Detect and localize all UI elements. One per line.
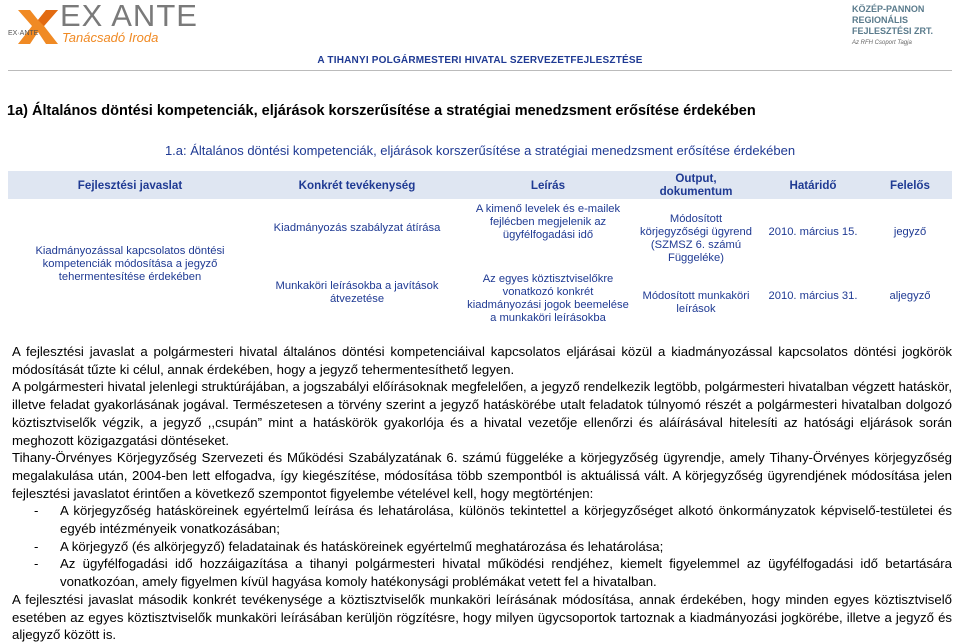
development-table [8,171,952,329]
header-rule [8,70,952,71]
header-description: Leírás [462,171,634,199]
header-proposal: Fejlesztési javaslat [8,171,252,199]
page-header [0,0,960,72]
logo-right-sub: Az RFH Csoport Tagja [852,40,912,46]
header-activity: Konkrét tevékenység [252,171,462,199]
logo-right-line-3: FEJLESZTÉSI ZRT. [852,26,934,36]
responsible-2: aljegyző [889,289,931,302]
paragraph-4: A fejlesztési javaslat második konkrét tevékenysége a köztisztviselők munkaköri leírásának módosítása, annak érdekében, hogy minden egyes köztisztviselő esetében az egyes köztisztviselők munkaköri leírásában kerüljön rögzítésre, hogy milyen ügycsoportok tartoznak a kiadmányozási jogkörébe, illetve a jegyző és aljegyző között is. [12,591,952,643]
table-row [8,199,952,329]
responsible-1: jegyző [893,225,927,238]
description-1: A kimenő levelek és e-mailek fejlécben megjelenik az ügyfélfogadási idő [475,203,621,241]
list-item [12,502,952,537]
list-item [12,538,952,556]
list-item-text: Az ügyfélfogadási idő hozzáigazítása a tihanyi polgármesteri hivatal működési rendjéhez, kiemelt figyelemmel az ügyfélfogadási idő betartására vonatkozóan, amely figyelmen kívül hagyása komoly hatékonysági problémákat vetett fel a hivatalban. [60,556,952,590]
header-deadline: Határidő [758,171,868,199]
list-item-text: A körjegyző (és alkörjegyző) feladatainak és hatásköreinek egyértelmű meghatározása és lehatárolása; [60,538,664,554]
main-heading: 1a) Általános döntési kompetenciák, eljárások korszerűsítése a stratégiai menedzsment erősítése érdekében [7,103,756,119]
table-header-row [8,171,952,199]
body-text [12,343,952,644]
paragraph-3: Tihany-Örvényes Körjegyzőség Szervezeti és Működési Szabályzatának 6. számú függeléke a körjegyzőség ügyrendje, amely Tihany-Örvényes körjegyzőség megalakulása után, 2004-ben lett elfogadva, így kiegészítése, módosítása több szempontból is aktuálissá vált. A körjegyzőség ügyrendjének módosítása jelen fejlesztési javaslatot érintően a következő szempontot figyelembe vételével kell, hogy megtörténjen: [12,450,952,501]
section-title: 1.a: Általános döntési kompetenciák, eljárások korszerűsítése a stratégiai menedzsment erősítése érdekében [164,143,796,158]
logo-left-mark: EX·ANTE [8,30,39,37]
activity-cell [252,199,462,329]
office-title: A TIHANYI POLGÁRMESTERI HIVATAL SZERVEZETFEJLESZTÉSE [317,55,643,66]
paragraph-1: A fejlesztési javaslat a polgármesteri hivatal általános döntési kompetenciáival kapcsolatos eljárásai közül a kiadmányozással kapcsolatos döntési jogkörök módosítását tűzte ki célul, annak érdekében, hogy a jegyző tehermentesíthető legyen. [12,344,952,377]
responsible-cell [868,199,952,329]
activity-1: Kiadmányozás szabályzat átírása [273,222,441,235]
list-dash: - [34,538,39,554]
logo-right-text [852,4,933,49]
output-cell [634,199,758,329]
list-dash: - [34,556,39,572]
logo-right-line-1: KÖZÉP-PANNON [852,4,925,14]
deadline-2: 2010. március 31. [768,289,858,302]
header-responsible: Felelős [868,171,952,199]
logo-left-name: EX ANTE [60,0,198,33]
description-2: Az egyes köztisztviselőkre vonatkozó konkrét kiadmányozási jogok beemelése a munkaköri leírásokba [467,273,629,324]
header-output: Output, dokumentum [634,171,758,199]
paragraph-2: A polgármesteri hivatal jelenlegi struktúrájában, a jogszabályi előírásoknak megfelelően, a jegyző rendelkezik legtöbb, polgármesteri hivatalban végzett hatáskör, illetve feladat gyakorlásának jogával. Természetesen a törvény szerint a jegyző hatáskörébe utalt feladatok túlnyomó részét a polgármesteri hivatalban dolgozó köztisztviselők végzik, a jegyző ,,csupán” mint a hatáskörök gyakorlója és a hivatal vezetője ellenőrzi és aláírásával hitelesíti az hatósági eljárások során meghozott közigazgatási döntéseket. [12,379,952,448]
deadline-1: 2010. március 15. [768,225,858,238]
deadline-cell [758,199,868,329]
list-item [12,555,952,590]
logo-right-line-2: REGIONÁLIS [852,15,909,25]
output-2: Módosított munkaköri leírások [642,289,750,315]
list-dash: - [34,503,39,519]
activity-2: Munkaköri leírásokba a javítások átvezetése [275,279,439,305]
output-1: Módosított körjegyzőségi ügyrend (SZMSZ 6. számú Függeléke) [640,212,752,264]
list-item-text: A körjegyzőség hatásköreinek egyértelmű leírása és lehatárolása, különös tekintettel a körjegyzőséget alkotó önkormányzatok képviselő-testületei és egyéb intézményeik vonatkozásában; [60,503,952,537]
description-cell [462,199,634,329]
proposal-cell [8,199,252,329]
logo-left-tagline: Tanácsadó Iroda [62,30,159,45]
proposal-text: Kiadmányozással kapcsolatos döntési kompetenciák módosítása a jegyző tehermentesítése érdekében [35,244,225,283]
